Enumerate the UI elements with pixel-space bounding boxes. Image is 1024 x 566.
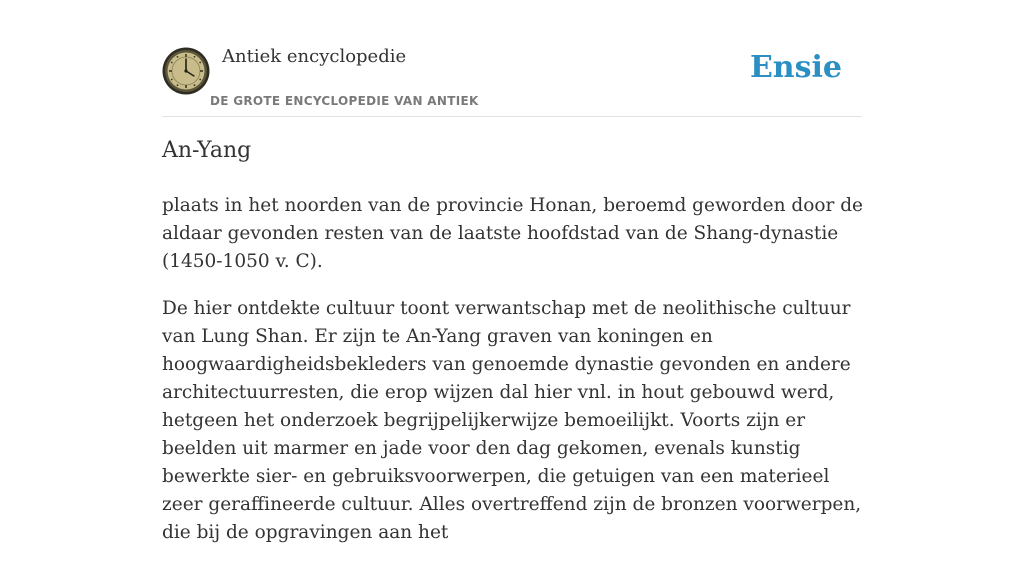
article-paragraph: plaats in het noorden van de provincie Honan, beroemd geworden door de aldaar gevonden resten van de laatste hoofdstad van de Shang-dynastie (1450-1050 v. C). [162, 195, 864, 272]
site-name[interactable]: Antiek encyclopedie [222, 46, 407, 67]
page-title: An-Yang [162, 138, 252, 163]
site-tagline: DE GROTE ENCYCLOPEDIE VAN ANTIEK [210, 94, 479, 108]
clock-icon[interactable] [162, 47, 210, 95]
site-header [162, 44, 862, 117]
article-body [162, 192, 868, 566]
brand-logo-link[interactable]: Ensie [749, 50, 842, 85]
article-paragraph: De hier ontdekte cultuur toont verwantschap met de neolithische cultuur van Lung Shan. Er zijn te An-Yang graven van koningen en hoogwaardigheidsbekleders van genoemde dynastie gevonden en andere architectuurresten, die erop wijzen dal hier vnl. in hout gebouwd werd, hetgeen het onderzoek begrijpelijkerwijze bemoeilijkt. Voorts zijn er beelden uit marmer en jade voor den dag gekomen, evenals kunstig bewerkte sier- en gebruiksvoorwerpen, die getuigen van een materieel zeer geraffineerde cultuur. Alles overtreffend zijn de bronzen voorwerpen, die bij de opgravingen aan het [162, 298, 862, 543]
